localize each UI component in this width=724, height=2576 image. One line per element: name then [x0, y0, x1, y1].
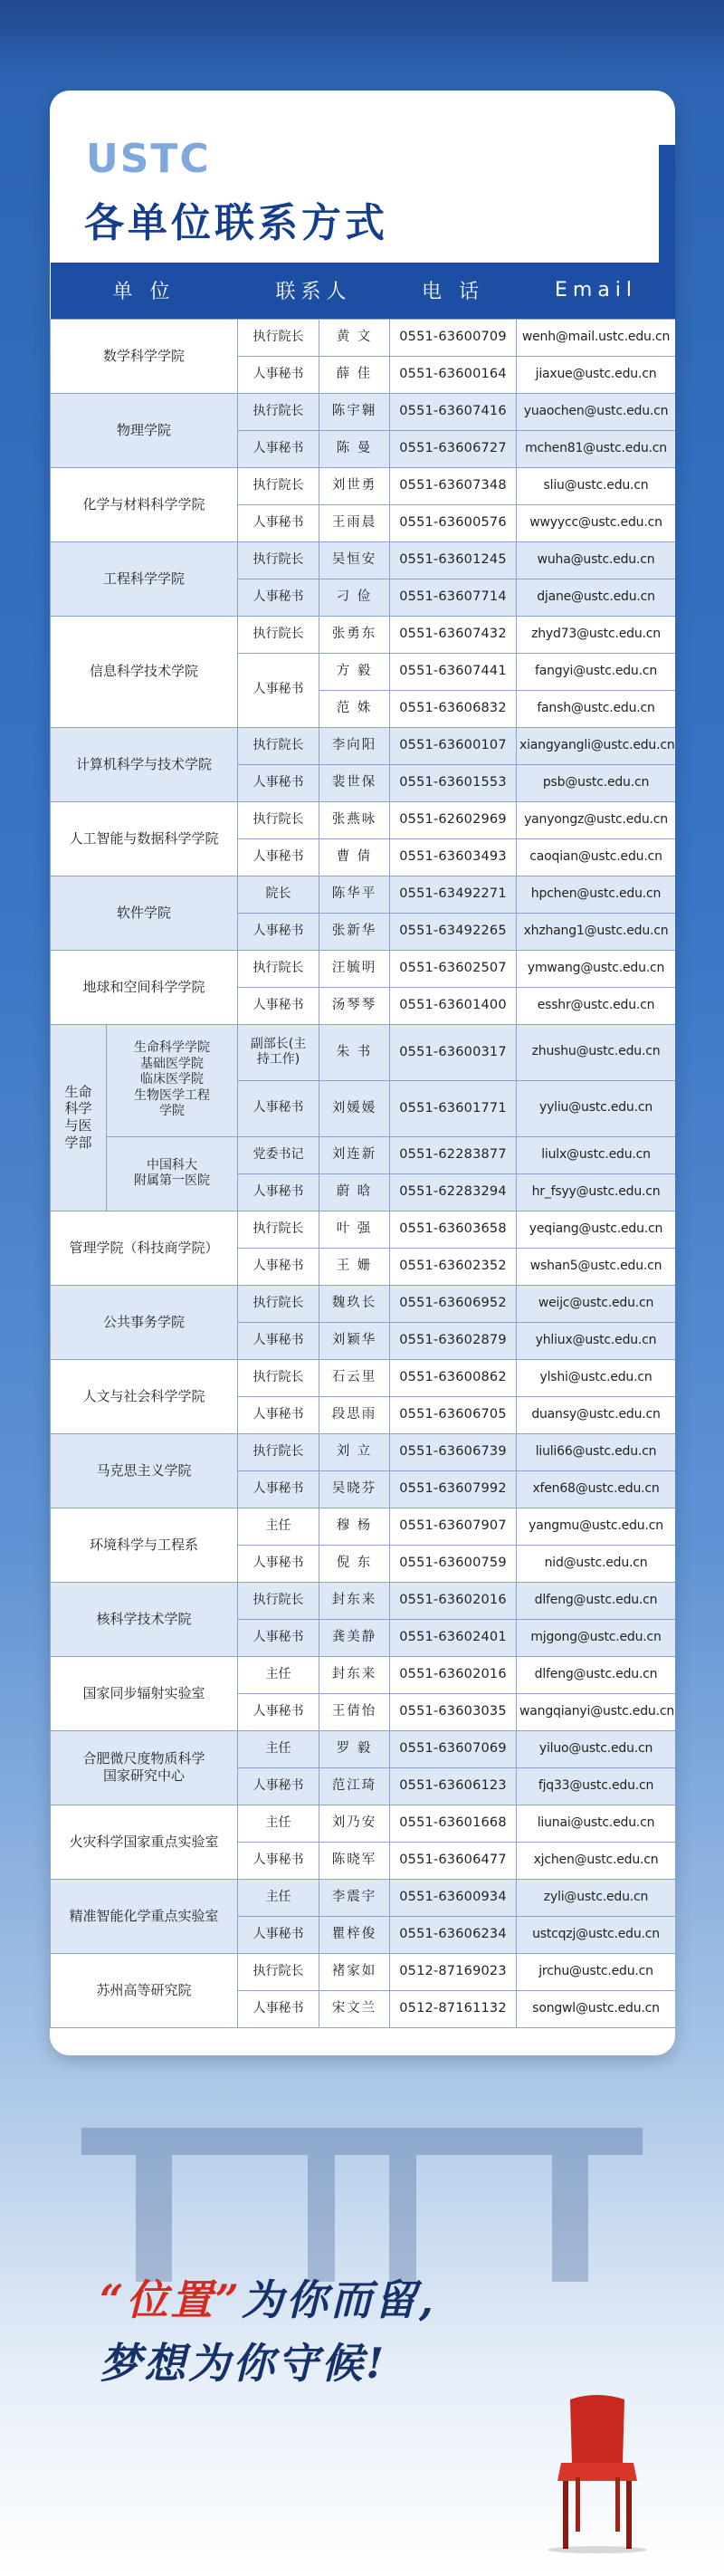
- email-link[interactable]: liunai@ustc.edu.cn: [517, 1805, 675, 1842]
- email-link[interactable]: wangqianyi@ustc.edu.cn: [517, 1693, 675, 1730]
- contact-name: 封东来: [319, 1656, 390, 1693]
- unit-name: 苏州高等研究院: [51, 1953, 238, 2027]
- contact-role: 执行院长: [238, 467, 319, 504]
- phone-number: 0551-63601245: [390, 541, 517, 579]
- table-row: [51, 393, 676, 430]
- phone-number: 0551-63600759: [390, 1545, 517, 1582]
- phone-number: 0551-62602969: [390, 801, 517, 838]
- contact-name: 刘连新: [319, 1136, 390, 1173]
- contact-name: 刘世勇: [319, 467, 390, 504]
- table-row: [51, 1433, 676, 1470]
- email-link[interactable]: yanyongz@ustc.edu.cn: [517, 801, 675, 838]
- column-header-unit: 单 位: [51, 263, 238, 319]
- contact-role: 人事秘书: [238, 838, 319, 876]
- contact-role: 人事秘书: [238, 1470, 319, 1508]
- contact-role: 执行院长: [238, 1953, 319, 1990]
- email-link[interactable]: esshr@ustc.edu.cn: [517, 987, 675, 1024]
- contact-role: 执行院长: [238, 1433, 319, 1470]
- unit-name: 环境科学与工程系: [51, 1508, 238, 1582]
- phone-number: 0551-63606739: [390, 1433, 517, 1470]
- table-row: [51, 1805, 676, 1842]
- contact-role: 党委书记: [238, 1136, 319, 1173]
- email-link[interactable]: xhzhang1@ustc.edu.cn: [517, 913, 675, 950]
- contact-role: 主任: [238, 1879, 319, 1916]
- slogan: [100, 2268, 643, 2395]
- contact-role: 执行院长: [238, 1582, 319, 1619]
- contact-name: 刘媛媛: [319, 1080, 390, 1136]
- unit-name: 人文与社会科学学院: [51, 1359, 238, 1433]
- contact-name: 倪 东: [319, 1545, 390, 1582]
- table-row: [51, 727, 676, 764]
- phone-number: 0551-63607714: [390, 579, 517, 616]
- unit-name: 物理学院: [51, 393, 238, 467]
- phone-number: 0551-63607348: [390, 467, 517, 504]
- contact-role: 人事秘书: [238, 1396, 319, 1433]
- top-background: [0, 0, 724, 81]
- phone-number: 0551-63607441: [390, 653, 517, 690]
- unit-name: 管理学院（科技商学院）: [51, 1211, 238, 1285]
- contact-role: 执行院长: [238, 1359, 319, 1396]
- contact-role: 人事秘书: [238, 1619, 319, 1656]
- contact-name: 段思雨: [319, 1396, 390, 1433]
- table-row: [51, 1136, 676, 1173]
- phone-number: 0551-62283877: [390, 1136, 517, 1173]
- email-link[interactable]: caoqian@ustc.edu.cn: [517, 838, 675, 876]
- contact-role: 人事秘书: [238, 1916, 319, 1953]
- contact-role: 主任: [238, 1508, 319, 1545]
- contact-role: 人事秘书: [238, 504, 319, 541]
- card-header: [50, 91, 675, 263]
- table-row: [51, 1582, 676, 1619]
- email-link[interactable]: songwl@ustc.edu.cn: [517, 1990, 675, 2027]
- contact-name: 陈华平: [319, 876, 390, 913]
- contact-name: 封东来: [319, 1582, 390, 1619]
- contact-name: 裴世保: [319, 764, 390, 801]
- email-link[interactable]: ustcqzj@ustc.edu.cn: [517, 1916, 675, 1953]
- email-link[interactable]: xfen68@ustc.edu.cn: [517, 1470, 675, 1508]
- email-link[interactable]: jiaxue@ustc.edu.cn: [517, 356, 675, 393]
- contact-role: 院长: [238, 876, 319, 913]
- table-row: [51, 801, 676, 838]
- phone-number: 0551-63601771: [390, 1080, 517, 1136]
- email-link[interactable]: fangyi@ustc.edu.cn: [517, 653, 675, 690]
- email-link[interactable]: psb@ustc.edu.cn: [517, 764, 675, 801]
- phone-number: 0551-63600317: [390, 1024, 517, 1080]
- phone-number: 0551-63492271: [390, 876, 517, 913]
- contact-name: 刘乃安: [319, 1805, 390, 1842]
- column-header-email: Email: [517, 263, 675, 319]
- table-row: [51, 1285, 676, 1322]
- contact-name: 龚美静: [319, 1619, 390, 1656]
- phone-number: 0551-63600862: [390, 1359, 517, 1396]
- column-header-contact: 联系人: [238, 263, 390, 319]
- contact-role: 人事秘书: [238, 653, 319, 727]
- email-link[interactable]: yyliu@ustc.edu.cn: [517, 1080, 675, 1136]
- unit-name: 国家同步辐射实验室: [51, 1656, 238, 1730]
- email-link[interactable]: wuha@ustc.edu.cn: [517, 541, 675, 579]
- email-link[interactable]: mchen81@ustc.edu.cn: [517, 430, 675, 467]
- contact-role: 人事秘书: [238, 1842, 319, 1879]
- email-link[interactable]: fansh@ustc.edu.cn: [517, 690, 675, 727]
- email-link[interactable]: yuaochen@ustc.edu.cn: [517, 393, 675, 430]
- unit-name: 马克思主义学院: [51, 1433, 238, 1508]
- contact-role: 执行院长: [238, 393, 319, 430]
- contact-role: 人事秘书: [238, 1173, 319, 1211]
- contact-name: 褚家如: [319, 1953, 390, 1990]
- unit-name: 计算机科学与技术学院: [51, 727, 238, 801]
- contact-name: 范 姝: [319, 690, 390, 727]
- email-link[interactable]: weijc@ustc.edu.cn: [517, 1285, 675, 1322]
- table-row: [51, 950, 676, 987]
- phone-number: 0551-63603035: [390, 1693, 517, 1730]
- phone-number: 0551-63607992: [390, 1470, 517, 1508]
- contact-name: 刘颖华: [319, 1322, 390, 1359]
- contact-name: 王 姗: [319, 1248, 390, 1285]
- phone-number: 0551-63601553: [390, 764, 517, 801]
- ustc-logo-text: USTC: [86, 136, 211, 182]
- contact-name: 张新华: [319, 913, 390, 950]
- contact-role: 人事秘书: [238, 1693, 319, 1730]
- phone-number: 0551-63602507: [390, 950, 517, 987]
- contact-role: 人事秘书: [238, 1767, 319, 1805]
- phone-number: 0551-63602879: [390, 1322, 517, 1359]
- phone-number: 0551-63606234: [390, 1916, 517, 1953]
- phone-number: 0551-63606952: [390, 1285, 517, 1322]
- contact-role: 执行院长: [238, 1211, 319, 1248]
- contact-role: 人事秘书: [238, 764, 319, 801]
- contact-name: 李震宇: [319, 1879, 390, 1916]
- contact-role: 执行院长: [238, 616, 319, 653]
- contact-role: 主任: [238, 1805, 319, 1842]
- table-row: [51, 1879, 676, 1916]
- email-link[interactable]: zhushu@ustc.edu.cn: [517, 1024, 675, 1080]
- phone-number: 0551-63606123: [390, 1767, 517, 1805]
- email-link[interactable]: dlfeng@ustc.edu.cn: [517, 1656, 675, 1693]
- phone-number: 0551-63607416: [390, 393, 517, 430]
- contact-role: 人事秘书: [238, 1990, 319, 2027]
- table-row: [51, 876, 676, 913]
- phone-number: 0551-63601400: [390, 987, 517, 1024]
- phone-number: 0512-87169023: [390, 1953, 517, 1990]
- contact-name: 张燕咏: [319, 801, 390, 838]
- contact-name: 穆 杨: [319, 1508, 390, 1545]
- unit-name: 公共事务学院: [51, 1285, 238, 1359]
- unit-name: 生命 科学 与医 学部: [51, 1024, 107, 1211]
- contact-role: 执行院长: [238, 801, 319, 838]
- phone-number: 0551-63602016: [390, 1582, 517, 1619]
- phone-number: 0551-63600164: [390, 356, 517, 393]
- contact-name: 朱 书: [319, 1024, 390, 1080]
- column-header-phone: 电 话: [390, 263, 517, 319]
- phone-number: 0551-63600107: [390, 727, 517, 764]
- contact-name: 陈晓军: [319, 1842, 390, 1879]
- email-link[interactable]: wenh@mail.ustc.edu.cn: [517, 319, 675, 356]
- email-link[interactable]: duansy@ustc.edu.cn: [517, 1396, 675, 1433]
- unit-name: 软件学院: [51, 876, 238, 950]
- table-row: [51, 1656, 676, 1693]
- red-chair-icon: [543, 2390, 652, 2553]
- contact-role: 执行院长: [238, 727, 319, 764]
- contact-name: 刘 立: [319, 1433, 390, 1470]
- table-header-row: [51, 263, 676, 319]
- email-link[interactable]: yiluo@ustc.edu.cn: [517, 1730, 675, 1767]
- table-row: [51, 1359, 676, 1396]
- phone-number: 0551-62283294: [390, 1173, 517, 1211]
- unit-name: 精准智能化学重点实验室: [51, 1879, 238, 1953]
- contact-role: 主任: [238, 1656, 319, 1693]
- slogan-quoted-word: “位置”: [100, 2275, 242, 2324]
- contact-role: 人事秘书: [238, 579, 319, 616]
- contact-role: 人事秘书: [238, 1545, 319, 1582]
- contact-name: 薛 佳: [319, 356, 390, 393]
- phone-number: 0551-63606832: [390, 690, 517, 727]
- email-link[interactable]: zhyd73@ustc.edu.cn: [517, 616, 675, 653]
- contact-role: 副部长(主 持工作): [238, 1024, 319, 1080]
- table-row: [51, 1730, 676, 1767]
- phone-number: 0551-63602352: [390, 1248, 517, 1285]
- phone-number: 0551-63602401: [390, 1619, 517, 1656]
- contact-role: 人事秘书: [238, 913, 319, 950]
- phone-number: 0551-63602016: [390, 1656, 517, 1693]
- contact-name: 蔚 晗: [319, 1173, 390, 1211]
- contact-role: 人事秘书: [238, 1080, 319, 1136]
- email-link[interactable]: jrchu@ustc.edu.cn: [517, 1953, 675, 1990]
- contact-name: 范江琦: [319, 1767, 390, 1805]
- email-link[interactable]: liulx@ustc.edu.cn: [517, 1136, 675, 1173]
- contact-role: 人事秘书: [238, 987, 319, 1024]
- email-link[interactable]: xjchen@ustc.edu.cn: [517, 1842, 675, 1879]
- contact-name: 李向阳: [319, 727, 390, 764]
- phone-number: 0551-63607069: [390, 1730, 517, 1767]
- slogan-line-2: 梦想为你守候!: [100, 2339, 387, 2388]
- contact-name: 石云里: [319, 1359, 390, 1396]
- phone-number: 0551-63600709: [390, 319, 517, 356]
- contact-name: 王雨晨: [319, 504, 390, 541]
- email-link[interactable]: ymwang@ustc.edu.cn: [517, 950, 675, 987]
- phone-number: 0551-63600576: [390, 504, 517, 541]
- unit-name: 核科学技术学院: [51, 1582, 238, 1656]
- campus-gate-image: [81, 2073, 643, 2282]
- email-link[interactable]: hpchen@ustc.edu.cn: [517, 876, 675, 913]
- unit-name: 地球和空间科学学院: [51, 950, 238, 1024]
- page-title: 各单位联系方式: [84, 200, 388, 246]
- unit-name: 数学科学学院: [51, 319, 238, 393]
- contact-name: 吴晓芬: [319, 1470, 390, 1508]
- unit-name: 火灾科学国家重点实验室: [51, 1805, 238, 1879]
- table-row: [51, 319, 676, 356]
- email-link[interactable]: mjgong@ustc.edu.cn: [517, 1619, 675, 1656]
- contact-name: 张勇东: [319, 616, 390, 653]
- email-link[interactable]: sliu@ustc.edu.cn: [517, 467, 675, 504]
- contact-name: 瞿梓俊: [319, 1916, 390, 1953]
- table-row: [51, 1211, 676, 1248]
- contact-name: 宋文兰: [319, 1990, 390, 2027]
- table-row: [51, 616, 676, 653]
- table-row: [51, 541, 676, 579]
- contact-role: 人事秘书: [238, 356, 319, 393]
- contact-name: 陈宇翱: [319, 393, 390, 430]
- contact-name: 罗 毅: [319, 1730, 390, 1767]
- sub-unit-name: 生命科学学院 基础医学院 临床医学院 生物医学工程 学院: [107, 1024, 238, 1136]
- contact-name: 曹 倩: [319, 838, 390, 876]
- phone-number: 0551-63607432: [390, 616, 517, 653]
- unit-name: 人工智能与数据科学学院: [51, 801, 238, 876]
- phone-number: 0512-87161132: [390, 1990, 517, 2027]
- email-link[interactable]: nid@ustc.edu.cn: [517, 1545, 675, 1582]
- contact-name: 刁 俭: [319, 579, 390, 616]
- contact-name: 黄 文: [319, 319, 390, 356]
- email-link[interactable]: wwyycc@ustc.edu.cn: [517, 504, 675, 541]
- email-link[interactable]: ylshi@ustc.edu.cn: [517, 1359, 675, 1396]
- email-link[interactable]: yangmu@ustc.edu.cn: [517, 1508, 675, 1545]
- email-link[interactable]: yeqiang@ustc.edu.cn: [517, 1211, 675, 1248]
- contact-table: [50, 263, 675, 2028]
- table-row: [51, 1953, 676, 1990]
- table-row: [51, 467, 676, 504]
- contact-role: 执行院长: [238, 1285, 319, 1322]
- phone-number: 0551-63606477: [390, 1842, 517, 1879]
- phone-number: 0551-63601668: [390, 1805, 517, 1842]
- email-link[interactable]: zyli@ustc.edu.cn: [517, 1879, 675, 1916]
- phone-number: 0551-63600934: [390, 1879, 517, 1916]
- contact-name: 陈 曼: [319, 430, 390, 467]
- contact-name: 吴恒安: [319, 541, 390, 579]
- email-link[interactable]: dlfeng@ustc.edu.cn: [517, 1582, 675, 1619]
- phone-number: 0551-63603658: [390, 1211, 517, 1248]
- contact-name: 方 毅: [319, 653, 390, 690]
- slogan-line-1: [100, 2268, 643, 2332]
- sub-unit-name: 中国科大 附属第一医院: [107, 1136, 238, 1211]
- phone-number: 0551-63603493: [390, 838, 517, 876]
- unit-name: 工程科学学院: [51, 541, 238, 616]
- contact-name: 汪毓明: [319, 950, 390, 987]
- email-link[interactable]: wshan5@ustc.edu.cn: [517, 1248, 675, 1285]
- unit-name: 信息科学技术学院: [51, 616, 238, 727]
- contact-role: 人事秘书: [238, 1322, 319, 1359]
- contact-role: 执行院长: [238, 319, 319, 356]
- phone-number: 0551-63606727: [390, 430, 517, 467]
- contact-name: 叶 强: [319, 1211, 390, 1248]
- email-link[interactable]: yhliux@ustc.edu.cn: [517, 1322, 675, 1359]
- email-link[interactable]: fjq33@ustc.edu.cn: [517, 1767, 675, 1805]
- contact-name: 汤琴琴: [319, 987, 390, 1024]
- unit-name: 合肥微尺度物质科学 国家研究中心: [51, 1730, 238, 1805]
- contact-name: 王倩怡: [319, 1693, 390, 1730]
- email-link[interactable]: hr_fsyy@ustc.edu.cn: [517, 1173, 675, 1211]
- contact-role: 人事秘书: [238, 430, 319, 467]
- email-link[interactable]: liuli66@ustc.edu.cn: [517, 1433, 675, 1470]
- contact-role: 执行院长: [238, 950, 319, 987]
- email-link[interactable]: djane@ustc.edu.cn: [517, 579, 675, 616]
- contact-name: 魏玖长: [319, 1285, 390, 1322]
- email-link[interactable]: xiangyangli@ustc.edu.cn: [517, 727, 675, 764]
- contact-card: [50, 91, 675, 2055]
- contact-role: 人事秘书: [238, 1248, 319, 1285]
- phone-number: 0551-63492265: [390, 913, 517, 950]
- unit-name: 化学与材料科学学院: [51, 467, 238, 541]
- contact-role: 执行院长: [238, 541, 319, 579]
- phone-number: 0551-63606705: [390, 1396, 517, 1433]
- table-row: [51, 1024, 676, 1080]
- phone-number: 0551-63607907: [390, 1508, 517, 1545]
- contact-role: 主任: [238, 1730, 319, 1767]
- table-row: [51, 1508, 676, 1545]
- slogan-line-1-rest: 为你而留,: [241, 2275, 436, 2324]
